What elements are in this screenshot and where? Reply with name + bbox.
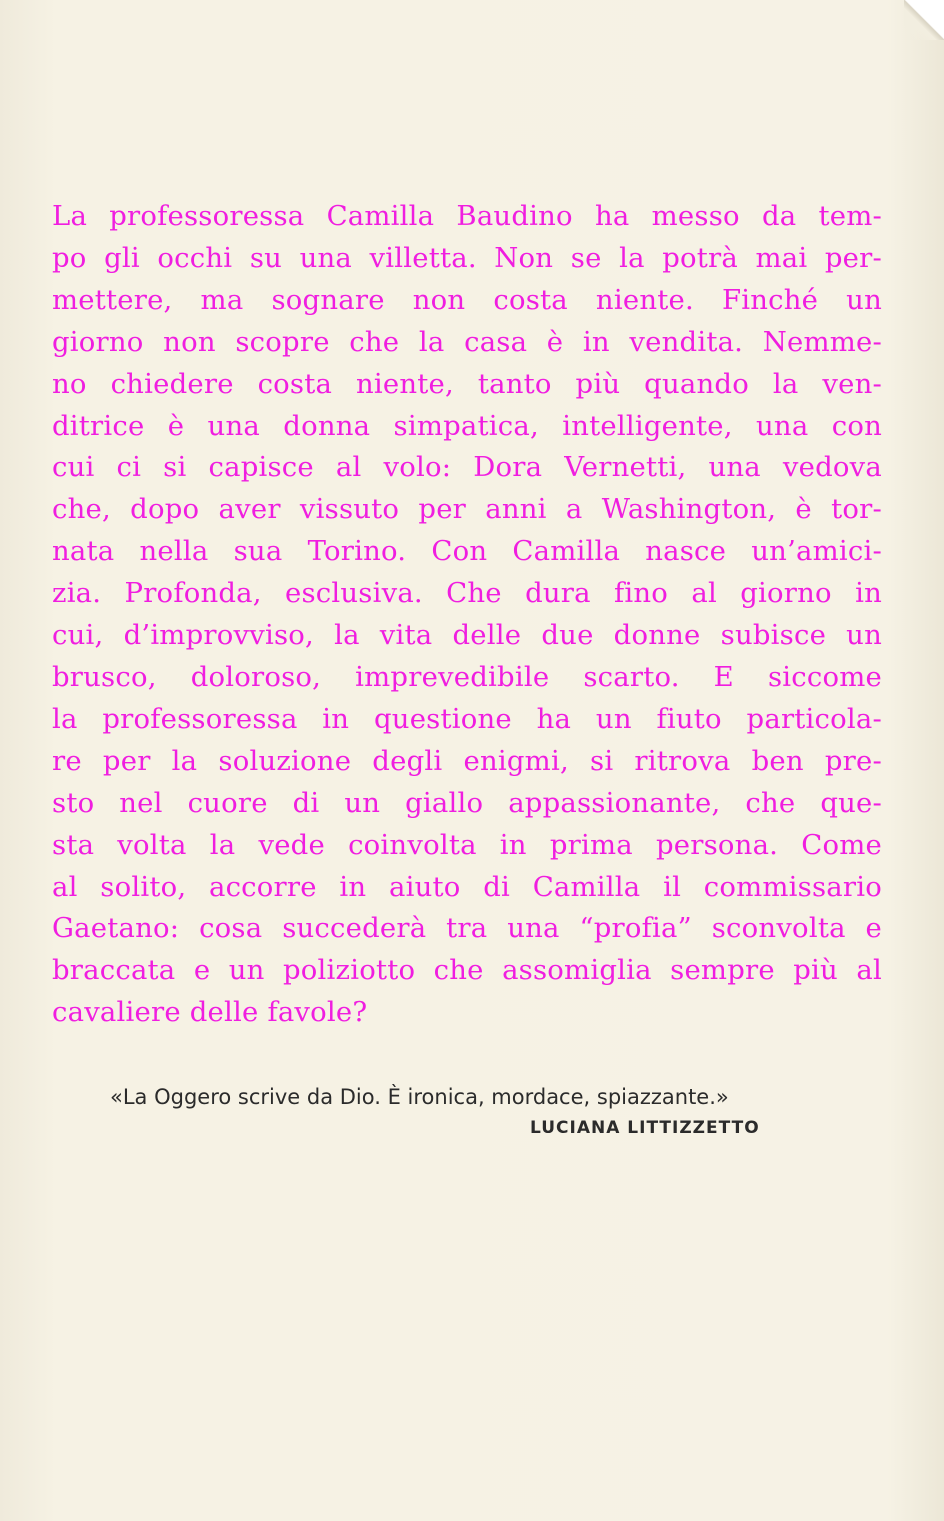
synopsis-line: no chiedere costa niente, tanto più quando la ven- [52,367,882,400]
synopsis-line: ditrice è una donna simpatica, intelligente, una con [52,409,882,442]
synopsis-line: cui, d’improvviso, la vita delle due donne subisce un [52,619,882,652]
synopsis-line: po gli occhi su una villetta. Non se la potrà mai per- [52,241,882,274]
synopsis-line: sta volta la vede coinvolta in prima persona. Come [52,828,882,861]
synopsis-line: che, dopo aver vissuto per anni a Washington, è tor- [52,493,882,526]
review-quote: «La Oggero scrive da Dio. È ironica, mordace, spiazzante.» [110,1085,729,1109]
synopsis-line: braccata e un poliziotto che assomiglia sempre più al [52,954,882,987]
page-corner-fold [904,0,944,40]
synopsis-line: giorno non scopre che la casa è in vendita. Nemme- [52,325,882,358]
synopsis-line: re per la soluzione degli enigmi, si ritrova ben pre- [52,744,882,777]
synopsis-line: la professoressa in questione ha un fiuto particola- [52,702,882,735]
synopsis-line: mettere, ma sognare non costa niente. Finché un [52,283,882,316]
synopsis-line: brusco, doloroso, imprevedibile scarto. E siccome [52,660,882,693]
synopsis-line: La professoressa Camilla Baudino ha messo da tem- [52,200,882,232]
synopsis-line: nata nella sua Torino. Con Camilla nasce un’amici- [52,535,882,568]
synopsis-line: zia. Profonda, esclusiva. Che dura fino al giorno in [52,577,882,610]
synopsis-line: cavaliere delle favole? [52,996,368,1029]
quote-attribution: LUCIANA LITTIZZETTO [530,1118,760,1138]
synopsis-line: sto nel cuore di un giallo appassionante, che que- [52,786,882,819]
synopsis-paragraph [52,196,882,1034]
synopsis-line: cui ci si capisce al volo: Dora Vernetti, una vedova [52,451,882,484]
synopsis-line: al solito, accorre in aiuto di Camilla il commissario [52,870,882,903]
synopsis-line: Gaetano: cosa succederà tra una “profia” sconvolta e [52,912,882,945]
